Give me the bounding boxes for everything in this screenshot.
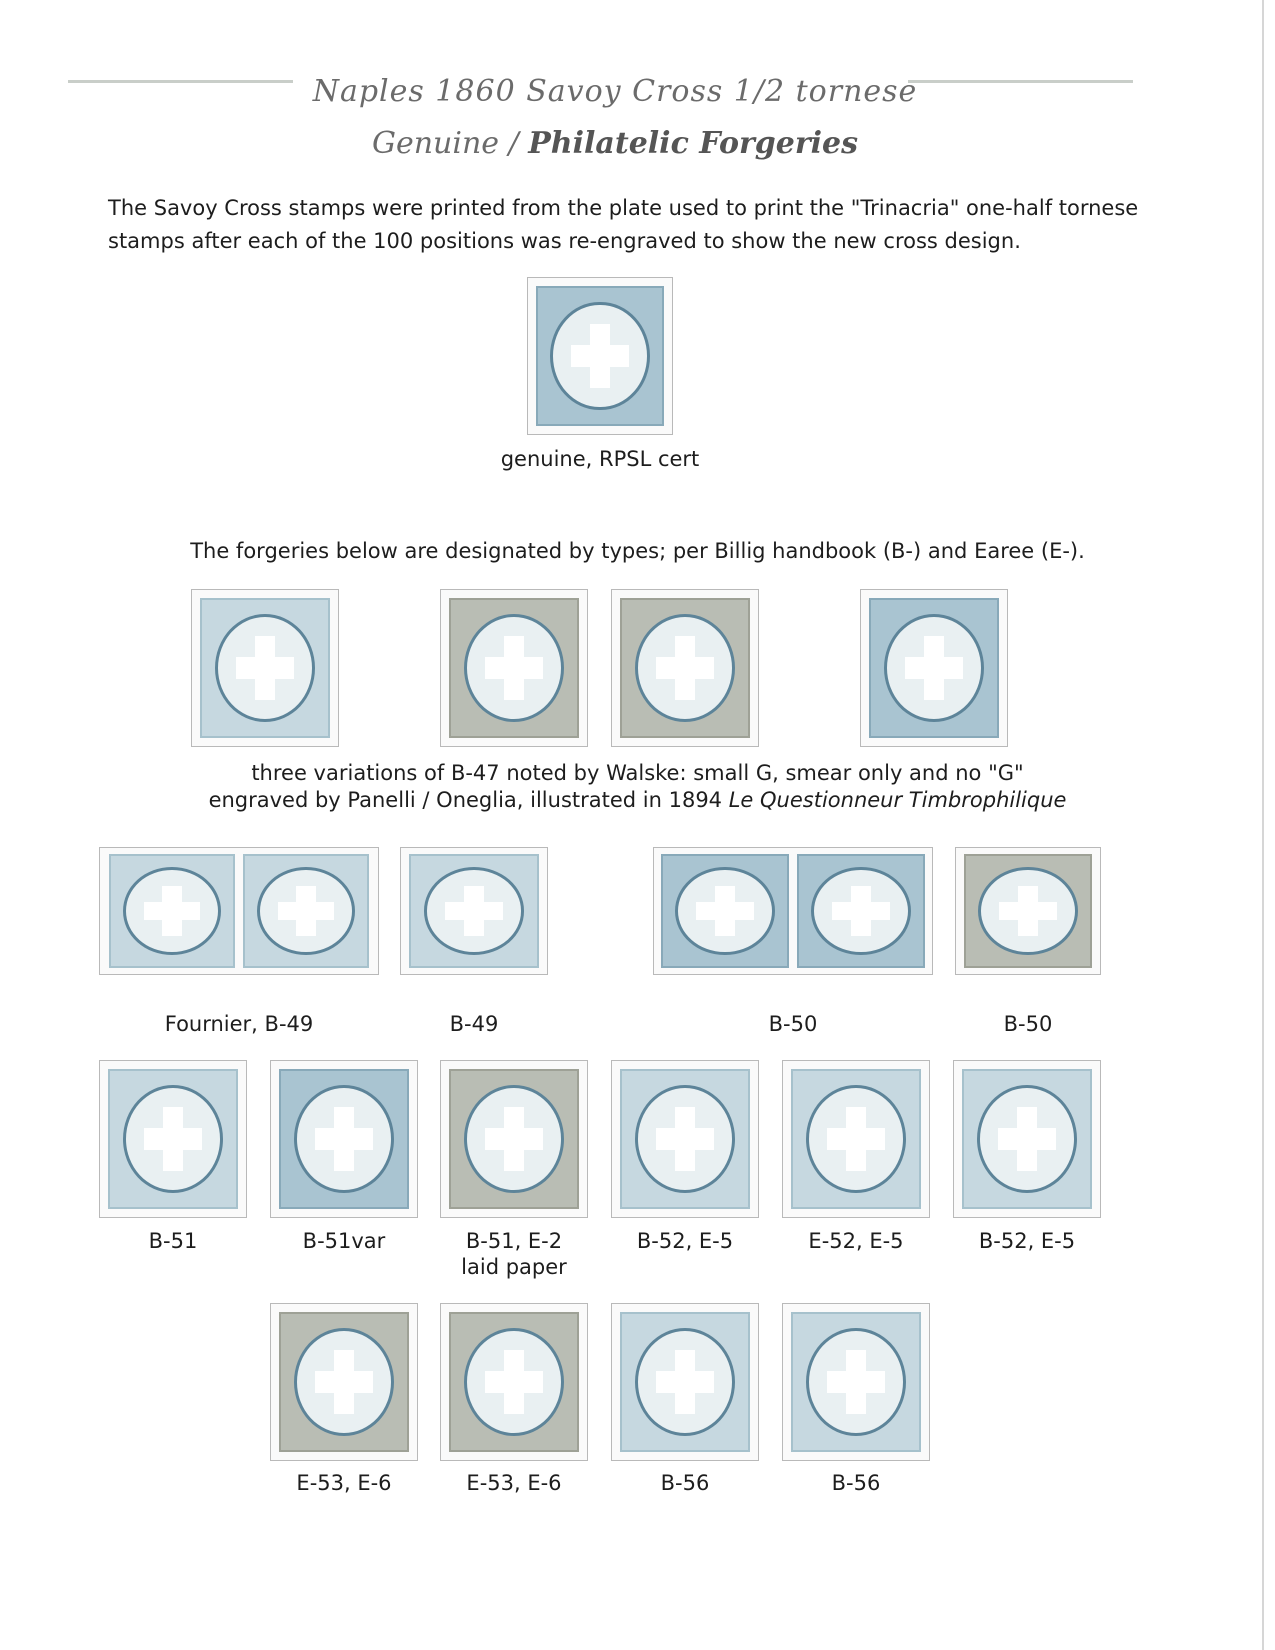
- b51-e2-stamp: [449, 1069, 579, 1209]
- stamp-ring: [294, 1085, 395, 1194]
- publication-title: Le Questionneur Timbrophilique: [728, 788, 1067, 812]
- b49-frame: [400, 847, 548, 975]
- stamp-ring: [635, 614, 736, 723]
- stamp-ring: [635, 1085, 736, 1194]
- subtitle-forgeries: Philatelic Forgeries: [528, 126, 858, 161]
- b56-frame-1: [611, 1303, 759, 1461]
- row1-caption-2: B-49: [449, 1012, 499, 1036]
- row2-caption-3: B-51, E-2: [465, 1229, 563, 1253]
- cross-emblem: [315, 1107, 374, 1171]
- b50-stamp-1: [661, 854, 789, 968]
- b49-stamp: [409, 854, 539, 968]
- b52-e5-frame-2: [953, 1060, 1101, 1218]
- forgeries-intro: The forgeries below are designated by types; per Billig handbook (B-) and Earee (E-).: [190, 539, 1085, 563]
- b47-stamp-2: [449, 598, 579, 738]
- fournier-b49-pair: [109, 854, 369, 968]
- stamp-ring: [215, 614, 316, 723]
- row3-caption-1: E-53, E-6: [296, 1471, 392, 1495]
- b56-frame-2: [782, 1303, 930, 1461]
- stamp-ring: [424, 867, 525, 955]
- cross-emblem: [696, 886, 754, 937]
- row2-caption-1: B-51: [148, 1229, 198, 1253]
- b50-pair-frame: [653, 847, 933, 975]
- cross-emblem: [827, 1350, 886, 1414]
- variations-caption-prefix: engraved by Panelli / Oneglia, illustrated in 1894: [208, 788, 729, 812]
- stamp-ring: [884, 614, 985, 723]
- panelli-stamp-frame: [860, 589, 1008, 747]
- stamp-ring: [811, 867, 910, 955]
- stamp-ring: [978, 867, 1077, 955]
- cross-emblem: [485, 1350, 544, 1414]
- cross-emblem: [571, 324, 629, 388]
- cross-emblem: [144, 886, 201, 937]
- stamp-ring: [977, 1085, 1078, 1194]
- e53-e6-stamp-1: [279, 1312, 409, 1452]
- stamp-ring: [635, 1328, 736, 1437]
- b50-pair: [661, 854, 925, 968]
- b50-single-frame: [955, 847, 1101, 975]
- b51var-stamp: [279, 1069, 409, 1209]
- b51-frame: [99, 1060, 247, 1218]
- variations-caption-line1: three variations of B-47 noted by Walske: small G, smear only and no "G": [251, 761, 1024, 785]
- b50-stamp-2: [797, 854, 925, 968]
- cross-emblem: [656, 1350, 715, 1414]
- b56-stamp-2: [791, 1312, 921, 1452]
- stamp-ring: [123, 867, 221, 955]
- panelli-stamp: [869, 598, 999, 738]
- cross-emblem: [236, 636, 295, 700]
- cross-emblem: [656, 636, 715, 700]
- cross-emblem: [832, 886, 890, 937]
- row2-caption-4: B-52, E-5: [636, 1229, 734, 1253]
- page-subtitle: [310, 126, 920, 161]
- cross-emblem: [315, 1350, 374, 1414]
- title-rule-left: [68, 80, 293, 83]
- stamp-ring: [123, 1085, 224, 1194]
- fournier-b49-stamp-1: [109, 854, 235, 968]
- page-edge: [1262, 0, 1264, 1650]
- genuine-stamp: [536, 286, 664, 426]
- b47-stamp-frame-2: [440, 589, 588, 747]
- fournier-b49-frame: [99, 847, 379, 975]
- b52-e5-stamp-2: [962, 1069, 1092, 1209]
- stamp-ring: [464, 1085, 565, 1194]
- subtitle-genuine: Genuine /: [372, 126, 519, 161]
- cross-emblem: [998, 1107, 1057, 1171]
- page-title: Naples 1860 Savoy Cross 1/2 tornese: [312, 74, 918, 109]
- b50-single-stamp: [964, 854, 1092, 968]
- b51-e2-frame: [440, 1060, 588, 1218]
- b47-stamp-3: [620, 598, 750, 738]
- e52-e5-frame: [782, 1060, 930, 1218]
- e53-e6-stamp-2: [449, 1312, 579, 1452]
- stamp-ring: [675, 867, 774, 955]
- row2-caption-5: E-52, E-5: [808, 1229, 904, 1253]
- b56-stamp-1: [620, 1312, 750, 1452]
- b47-stamp-frame-3: [611, 589, 759, 747]
- cross-emblem: [827, 1107, 886, 1171]
- row3-caption-3: B-56: [660, 1471, 710, 1495]
- stamp-ring: [464, 1328, 565, 1437]
- row1-caption-4: B-50: [1003, 1012, 1053, 1036]
- stamp-ring: [806, 1328, 907, 1437]
- e53-e6-frame-2: [440, 1303, 588, 1461]
- genuine-stamp-frame: [527, 277, 673, 435]
- cross-emblem: [144, 1107, 203, 1171]
- stamp-ring: [550, 302, 649, 411]
- row3-caption-2: E-53, E-6: [466, 1471, 562, 1495]
- b47-stamp-frame-1: [191, 589, 339, 747]
- cross-emblem: [445, 886, 504, 937]
- intro-paragraph: The Savoy Cross stamps were printed from the plate used to print the "Trinacria" one-half tornese stamps after each of the 100 positions was re-engraved to show the new cross design.: [108, 196, 1139, 253]
- stamp-ring: [257, 867, 355, 955]
- row3-caption-4: B-56: [831, 1471, 881, 1495]
- cross-emblem: [999, 886, 1057, 937]
- variations-caption-line2: [100, 787, 1175, 814]
- row2-caption-6: B-52, E-5: [978, 1229, 1076, 1253]
- stamp-ring: [464, 614, 565, 723]
- row2-caption-2: B-51var: [302, 1229, 386, 1253]
- genuine-caption: genuine, RPSL cert: [500, 447, 700, 471]
- b47-stamp-1: [200, 598, 330, 738]
- e52-e5-stamp: [791, 1069, 921, 1209]
- b52-e5-stamp: [620, 1069, 750, 1209]
- stamp-ring: [294, 1328, 395, 1437]
- cross-emblem: [905, 636, 964, 700]
- row2-subcaption: laid paper: [461, 1255, 567, 1279]
- cross-emblem: [485, 636, 544, 700]
- b52-e5-frame: [611, 1060, 759, 1218]
- fournier-b49-stamp-2: [243, 854, 369, 968]
- e53-e6-frame-1: [270, 1303, 418, 1461]
- title-rule-right: [908, 80, 1133, 83]
- cross-emblem: [656, 1107, 715, 1171]
- cross-emblem: [485, 1107, 544, 1171]
- cross-emblem: [278, 886, 335, 937]
- stamp-ring: [806, 1085, 907, 1194]
- row1-caption-3: B-50: [768, 1012, 818, 1036]
- b51var-frame: [270, 1060, 418, 1218]
- b51-stamp: [108, 1069, 238, 1209]
- row1-caption-1: Fournier, B-49: [164, 1012, 314, 1036]
